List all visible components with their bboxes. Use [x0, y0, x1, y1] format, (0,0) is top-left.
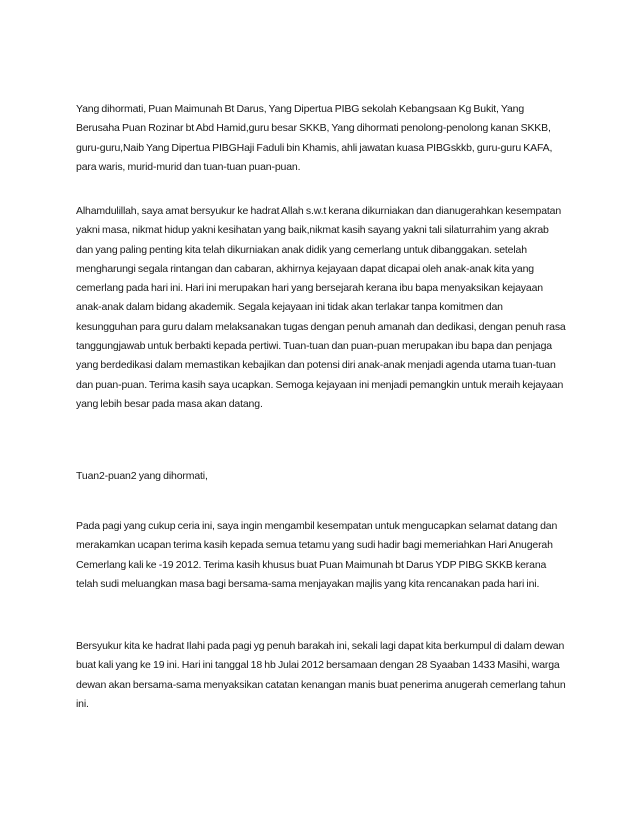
salutation-paragraph: Yang dihormati, Puan Maimunah Bt Darus, Yang Dipertua PIBG sekolah Kebangsaan Kg Bukit, Yang Berusaha Puan Rozinar bt Abd Hamid,guru besar SKKB, Yang dihormati penolong-penolong kanan SKKB, guru-guru,Naib Yang Dipertua PIBGHaji Faduli bin Khamis, ahli jawatan kuasa PIBGskkb, guru-guru KAFA, para waris, murid-murid dan tuan-tuan puan-puan. — [76, 103, 553, 173]
greeting-line: Tuan2-puan2 yang dihormati, — [76, 470, 208, 482]
closing-paragraph: Bersyukur kita ke hadrat Ilahi pada pagi yg penuh barakah ini, sekali lagi dapat kita berkumpul di dalam dewan buat kali yang ke 19 ini. Hari ini tanggal 18 hb Julai 2012 bersamaan dengan 28 Syaaban 1433 Masihi, warga dewan akan bersama-sama menyaksikan catatan kenangan manis buat penerima anugerah cemerlang tahun ini. — [76, 640, 566, 710]
gratitude-paragraph: Alhamdulillah, saya amat bersyukur ke hadrat Allah s.w.t kerana dikurniakan dan dianugerahkan kesempatan yakni masa, nikmat hidup yakni kesihatan yang baik,nikmat kasih sayang yakni tali silaturrahim yang akrab dan yang paling penting kita telah dikurniakan anak didik yang cemerlang untuk dibanggakan. setelah mengharungi segala rintangan dan cabaran, akhirnya kejayaan dapat dicapai oleh anak-anak kita yang cemerlang pada hari ini. Hari ini merupakan hari yang bersejarah kerana ibu bapa menyaksikan kejayaan anak-anak dalam bidang akademik. Segala kejayaan ini tidak akan terlakar tanpa komitmen dan kesungguhan para guru dalam melaksanakan tugas dengan penuh amanah dan dedikasi, dengan penuh rasa tanggungjawab untuk berbakti kepada pertiwi. Tuan-tuan dan puan-puan merupakan ibu bapa dan penjaga yang berdedikasi dalam memastikan kebajikan dan potensi diri anak-anak menjadi agenda utama tuan-tuan dan puan-puan. Terima kasih saya ucapkan. Semoga kejayaan ini menjadi pemangkin untuk meraih kejayaan yang lebih besar pada masa akan datang. — [76, 205, 566, 410]
welcome-paragraph: Pada pagi yang cukup ceria ini, saya ingin mengambil kesempatan untuk mengucapkan selamat datang dan merakamkan ucapan terima kasih kepada semua tetamu yang sudi hadir bagi memeriahkan Hari Anugerah Cemerlang kali ke -19 2012. Terima kasih khusus buat Puan Maimunah bt Darus YDP PIBG SKKB kerana telah sudi meluangkan masa bagi bersama-sama menjayakan majlis yang kita rencanakan pada hari ini. — [76, 520, 558, 590]
